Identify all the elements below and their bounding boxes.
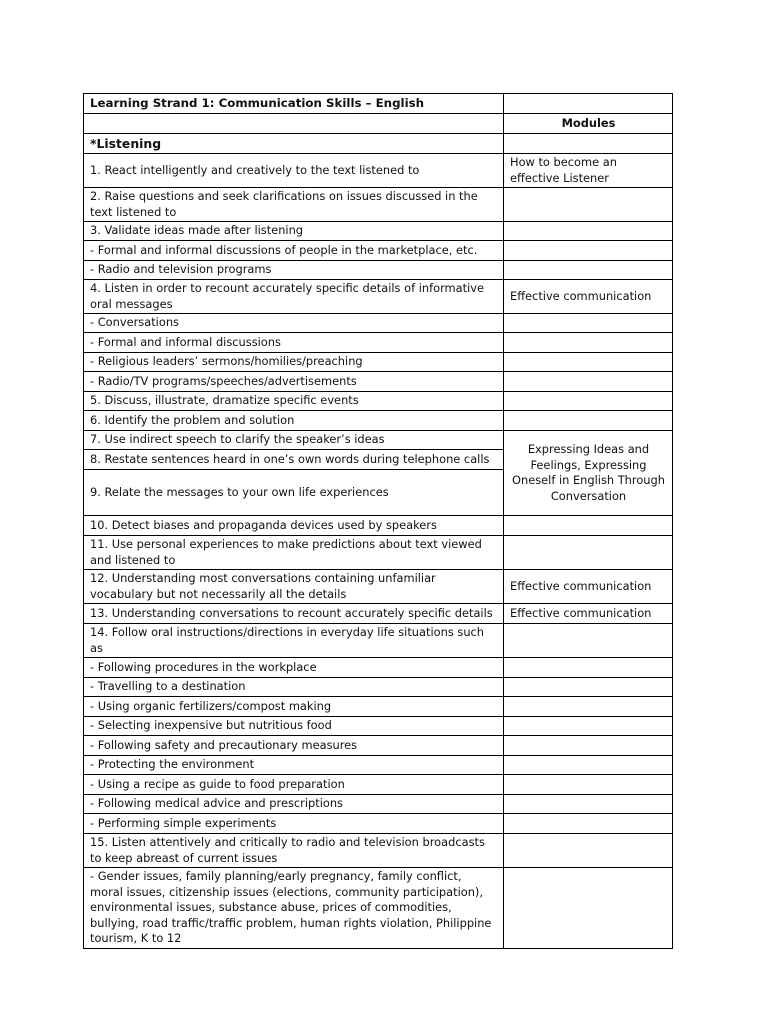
competency-text: - Gender issues, family planning/early pregnancy, family conflict, moral issues, citizenship issues (elections, community participation), environmental issues, substance abuse, prices of commodities, bullying, road traffic/traffic problem, human rights violation, Philippine tourism, K to 12 <box>84 868 504 949</box>
competency-table <box>83 93 673 949</box>
module-cell <box>504 756 673 775</box>
table-header-row <box>84 114 673 134</box>
competency-text: 14. Follow oral instructions/directions in everyday life situations such as <box>84 624 504 658</box>
module-cell <box>504 736 673 756</box>
competency-text: 10. Detect biases and propaganda devices used by speakers <box>84 516 504 536</box>
table-row <box>84 431 673 450</box>
competency-text: - Religious leaders’ sermons/homilies/preaching <box>84 353 504 372</box>
table-row <box>84 516 673 536</box>
competency-text: - Using organic fertilizers/compost making <box>84 697 504 717</box>
competency-text: - Protecting the environment <box>84 756 504 775</box>
table-row <box>84 392 673 411</box>
competency-text: - Selecting inexpensive but nutritious food <box>84 717 504 736</box>
empty-cell <box>504 134 673 154</box>
module-cell <box>504 658 673 678</box>
table-row <box>84 775 673 795</box>
module-cell <box>504 697 673 717</box>
module-cell <box>504 372 673 392</box>
module-cell <box>504 834 673 868</box>
module-cell: How to become an effective Listener <box>504 154 673 188</box>
table-row <box>84 717 673 736</box>
competency-text: 7. Use indirect speech to clarify the speaker’s ideas <box>84 431 504 450</box>
table-row <box>84 756 673 775</box>
module-cell <box>504 314 673 333</box>
competency-text: - Following procedures in the workplace <box>84 658 504 678</box>
competency-text: 6. Identify the problem and solution <box>84 411 504 431</box>
competency-text: - Radio/TV programs/speeches/advertisements <box>84 372 504 392</box>
module-cell: Effective communication <box>504 280 673 314</box>
competency-text: - Following safety and precautionary measures <box>84 736 504 756</box>
module-cell <box>504 868 673 949</box>
competency-text: - Conversations <box>84 314 504 333</box>
table-row <box>84 333 673 353</box>
module-cell <box>504 333 673 353</box>
table-row <box>84 261 673 280</box>
competency-text: 11. Use personal experiences to make predictions about text viewed and listened to <box>84 536 504 570</box>
competency-text: 8. Restate sentences heard in one’s own words during telephone calls <box>84 450 504 470</box>
module-cell <box>504 814 673 834</box>
table-title: Learning Strand 1: Communication Skills – English <box>84 94 504 114</box>
competency-text: - Performing simple experiments <box>84 814 504 834</box>
modules-header: Modules <box>504 114 673 134</box>
module-cell <box>504 678 673 697</box>
competency-text: 13. Understanding conversations to recount accurately specific details <box>84 604 504 624</box>
section-row <box>84 134 673 154</box>
module-cell <box>504 775 673 795</box>
competency-text: - Following medical advice and prescriptions <box>84 795 504 814</box>
competency-text: 9. Relate the messages to your own life experiences <box>84 470 504 516</box>
table-row <box>84 222 673 241</box>
module-cell <box>504 624 673 658</box>
competency-text: 5. Discuss, illustrate, dramatize specific events <box>84 392 504 411</box>
table-row <box>84 795 673 814</box>
module-cell-merged: Expressing Ideas and Feelings, Expressing Oneself in English Through Conversation <box>504 431 673 516</box>
competency-text: 4. Listen in order to recount accurately specific details of informative oral messages <box>84 280 504 314</box>
table-row <box>84 280 673 314</box>
competency-text: 15. Listen attentively and critically to radio and television broadcasts to keep abreast of current issues <box>84 834 504 868</box>
competency-text: 12. Understanding most conversations containing unfamiliar vocabulary but not necessarily all the details <box>84 570 504 604</box>
empty-cell <box>84 114 504 134</box>
table-row <box>84 241 673 261</box>
table-row <box>84 570 673 604</box>
module-cell: Effective communication <box>504 570 673 604</box>
competency-text: 2. Raise questions and seek clarifications on issues discussed in the text listened to <box>84 188 504 222</box>
table-row <box>84 697 673 717</box>
module-cell <box>504 261 673 280</box>
table-row <box>84 353 673 372</box>
module-cell <box>504 411 673 431</box>
table-row <box>84 411 673 431</box>
table-row <box>84 536 673 570</box>
module-cell <box>504 795 673 814</box>
module-cell <box>504 392 673 411</box>
module-cell <box>504 536 673 570</box>
module-cell <box>504 241 673 261</box>
table-title-row <box>84 94 673 114</box>
module-cell <box>504 188 673 222</box>
table-row <box>84 372 673 392</box>
competency-text: 1. React intelligently and creatively to the text listened to <box>84 154 504 188</box>
table-row <box>84 868 673 949</box>
section-heading: *Listening <box>84 134 504 154</box>
competency-text: 3. Validate ideas made after listening <box>84 222 504 241</box>
table-row <box>84 658 673 678</box>
competency-text: - Travelling to a destination <box>84 678 504 697</box>
table-row <box>84 736 673 756</box>
empty-cell <box>504 94 673 114</box>
table-row <box>84 624 673 658</box>
table-row <box>84 154 673 188</box>
module-cell <box>504 717 673 736</box>
module-cell: Effective communication <box>504 604 673 624</box>
table-row <box>84 188 673 222</box>
table-row <box>84 814 673 834</box>
module-cell <box>504 353 673 372</box>
module-cell <box>504 516 673 536</box>
competency-text: - Using a recipe as guide to food preparation <box>84 775 504 795</box>
table-row <box>84 314 673 333</box>
module-cell <box>504 222 673 241</box>
competency-text: - Radio and television programs <box>84 261 504 280</box>
table-row <box>84 834 673 868</box>
table-row <box>84 678 673 697</box>
table-row <box>84 604 673 624</box>
competency-text: - Formal and informal discussions <box>84 333 504 353</box>
competency-text: - Formal and informal discussions of people in the marketplace, etc. <box>84 241 504 261</box>
